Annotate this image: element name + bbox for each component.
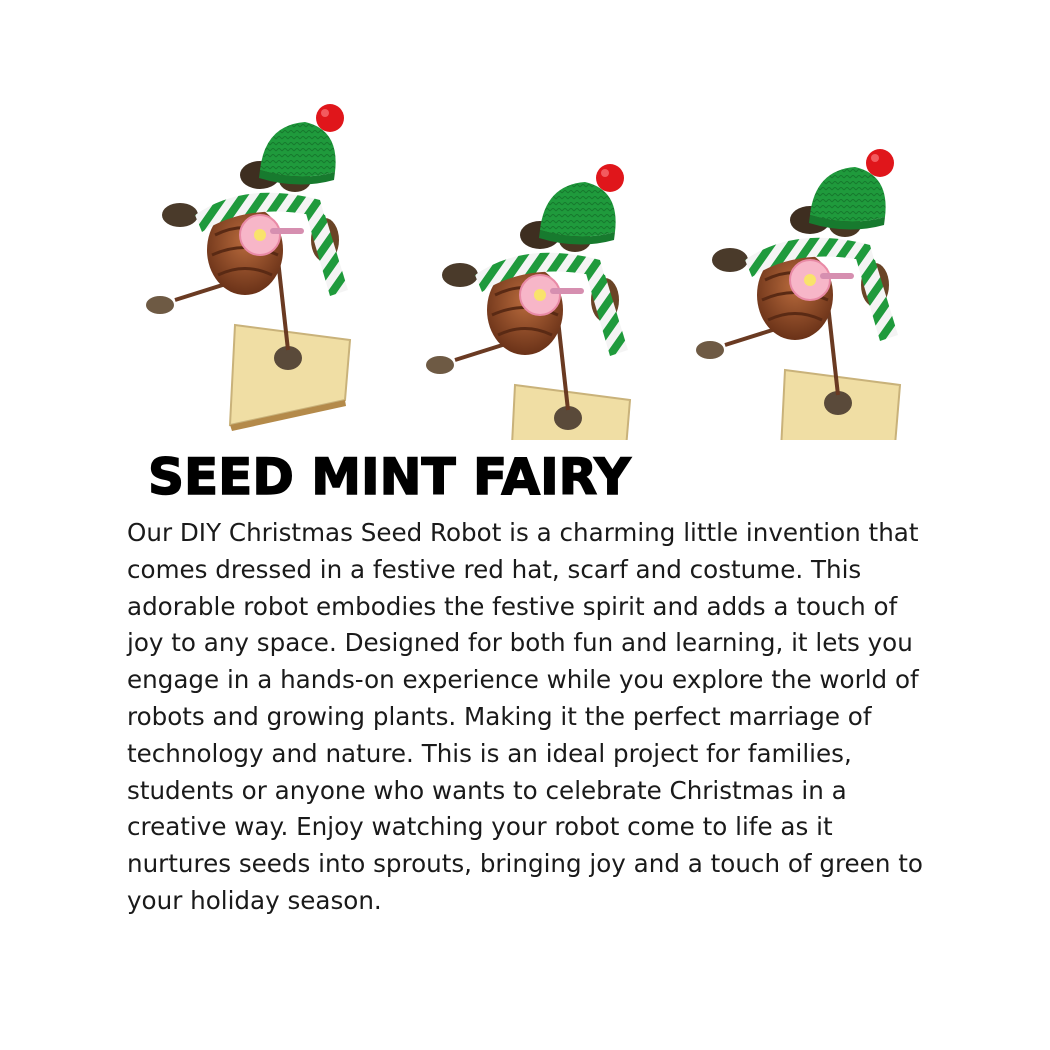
pinecone-fairy-icon: [670, 100, 970, 440]
product-description: Our DIY Christmas Seed Robot is a charming little invention that comes dressed in a festive red hat, scarf and costume. This adorable robot embodies the festive spirit and adds a touch of joy to any space. Designed for both fun and learning, it lets you engage in a hands-on experience while you explore the world of robots and growing plants. Making it the perfect marriage of technology and nature. This is an ideal project for families, students or anyone who wants to celebrate Christmas in a creative way. Enjoy watching your robot come to life as it nurtures seeds into sprouts, bringing joy and a touch of green to your holiday season.: [127, 518, 923, 915]
product-photo-figure-3: [670, 100, 970, 440]
product-photo-figure-1: [120, 100, 420, 440]
product-photo-figure-2: [400, 100, 700, 440]
pinecone-fairy-icon: [400, 100, 700, 440]
product-title: SEED MINT FAIRY: [148, 448, 631, 506]
pinecone-fairy-icon: [120, 100, 420, 440]
